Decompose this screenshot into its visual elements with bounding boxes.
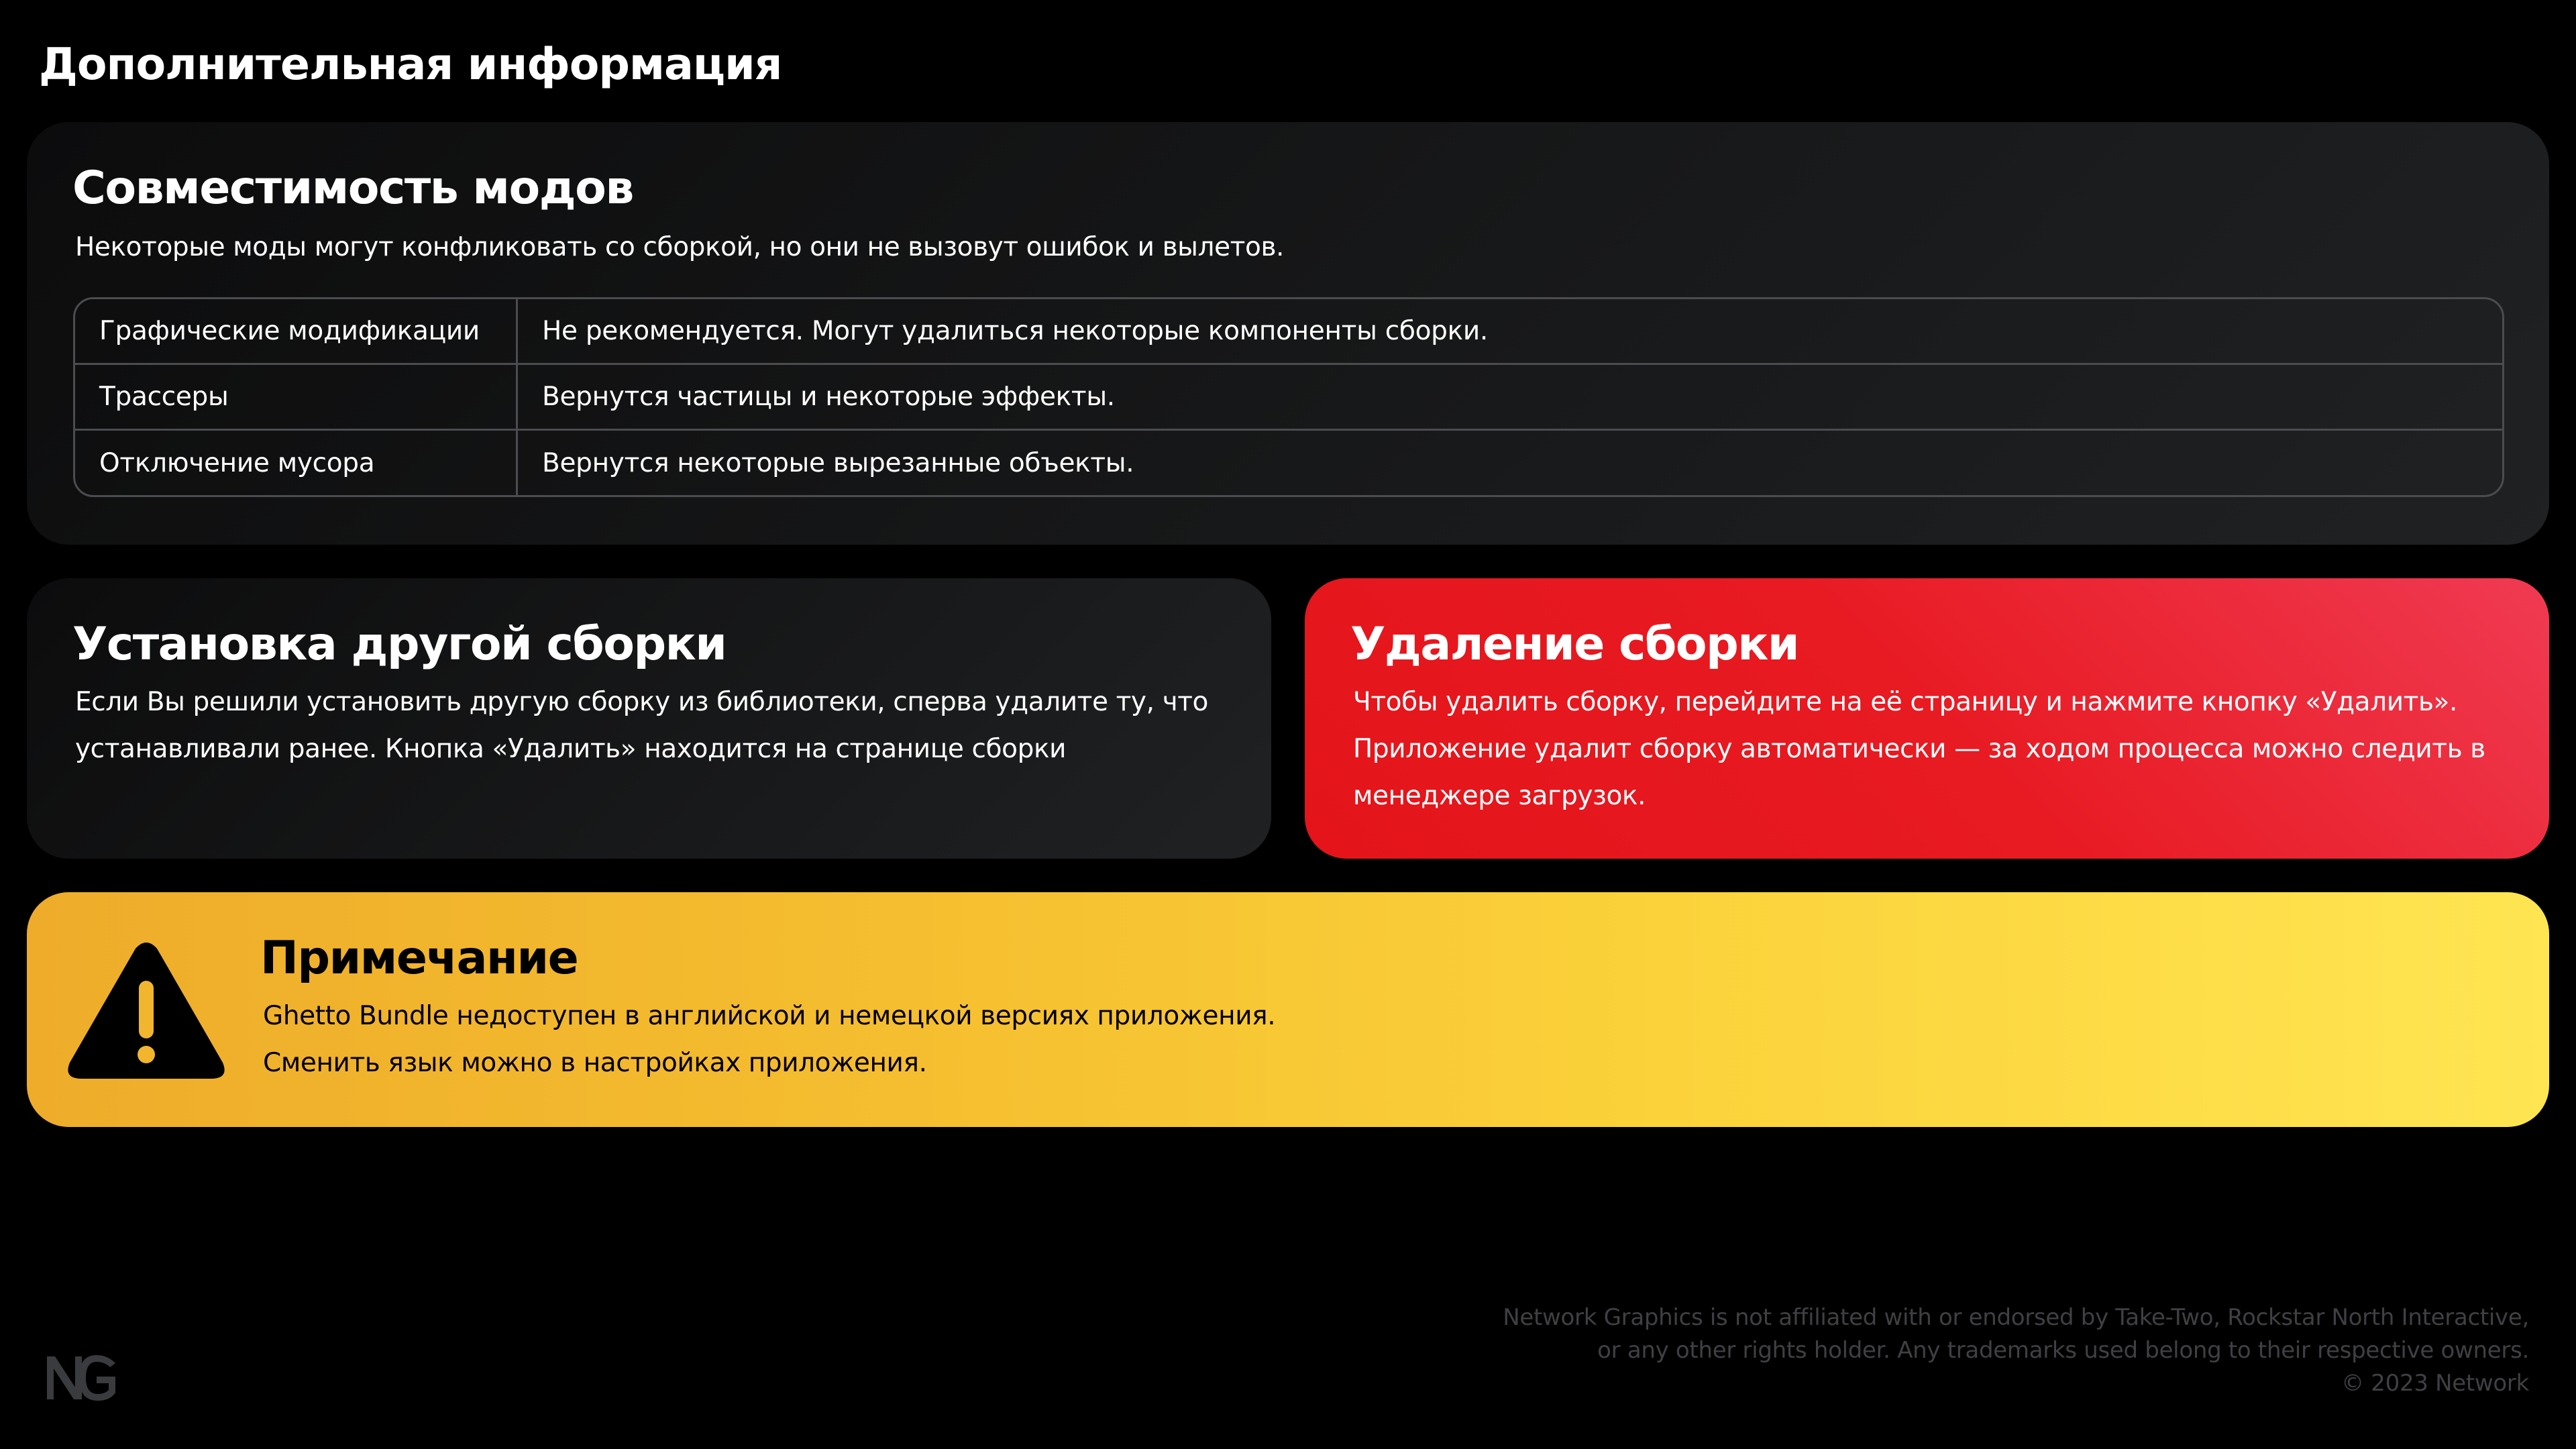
mod-name-cell: Отключение мусора	[75, 431, 518, 495]
install-other-bundle-card	[27, 578, 1271, 859]
mod-name-cell: Трассеры	[75, 365, 518, 429]
mod-compatibility-card	[27, 122, 2549, 545]
delete-bundle-text: Чтобы удалить сборку, перейдите на её страницу и нажмите кнопку «Удалить». Приложение удалит сборку автоматически — за ходом процесса можно следить в менеджере загрузок.	[1353, 687, 2485, 811]
mod-compatibility-subtitle: Некоторые моды могут конфликовать со сборкой, но они не вызовут ошибок и вылетов.	[75, 232, 1285, 262]
install-other-bundle-text: Если Вы решили установить другую сборку из библиотеки, сперва удалите ту, что устанавливали ранее. Кнопка «Удалить» находится на странице сборки	[75, 687, 1209, 764]
install-other-bundle-title: Установка другой сборки	[72, 618, 727, 671]
mod-compatibility-title: Совместимость модов	[72, 162, 633, 215]
note-title: Примечание	[260, 932, 578, 985]
table-row	[75, 431, 2502, 495]
delete-bundle-card	[1305, 578, 2549, 859]
note-line-availability: Ghetto Bundle недоступен в английской и немецкой версиях приложения.	[263, 1001, 1276, 1031]
table-row	[75, 299, 2502, 365]
mod-effect-cell: Вернутся некоторые вырезанные объекты.	[542, 447, 1134, 478]
mod-name-cell: Графические модификации	[75, 299, 518, 363]
network-graphics-logo	[44, 1350, 118, 1403]
legal-disclaimer	[1503, 1301, 2529, 1400]
table-row	[75, 365, 2502, 431]
mod-compatibility-table	[73, 297, 2504, 497]
disclaimer-line: Network Graphics is not affiliated with or endorsed by Take-Two, Rockstar North Interactive,	[1503, 1304, 2529, 1331]
mod-effect-cell: Вернутся частицы и некоторые эффекты.	[542, 382, 1115, 412]
copyright-text: © 2023 Network	[2341, 1370, 2529, 1397]
mod-effect-cell: Не рекомендуется. Могут удалиться некоторые компоненты сборки.	[542, 316, 1489, 346]
page-title: Дополнительная информация	[39, 40, 782, 90]
note-line-language: Сменить язык можно в настройках приложения.	[263, 1048, 927, 1078]
warning-triangle-icon	[66, 941, 227, 1083]
note-card	[27, 892, 2549, 1127]
note-text	[263, 993, 1873, 1087]
disclaimer-line: or any other rights holder. Any trademarks used belong to their respective owners.	[1597, 1337, 2529, 1364]
delete-bundle-title: Удаление сборки	[1350, 618, 1799, 671]
